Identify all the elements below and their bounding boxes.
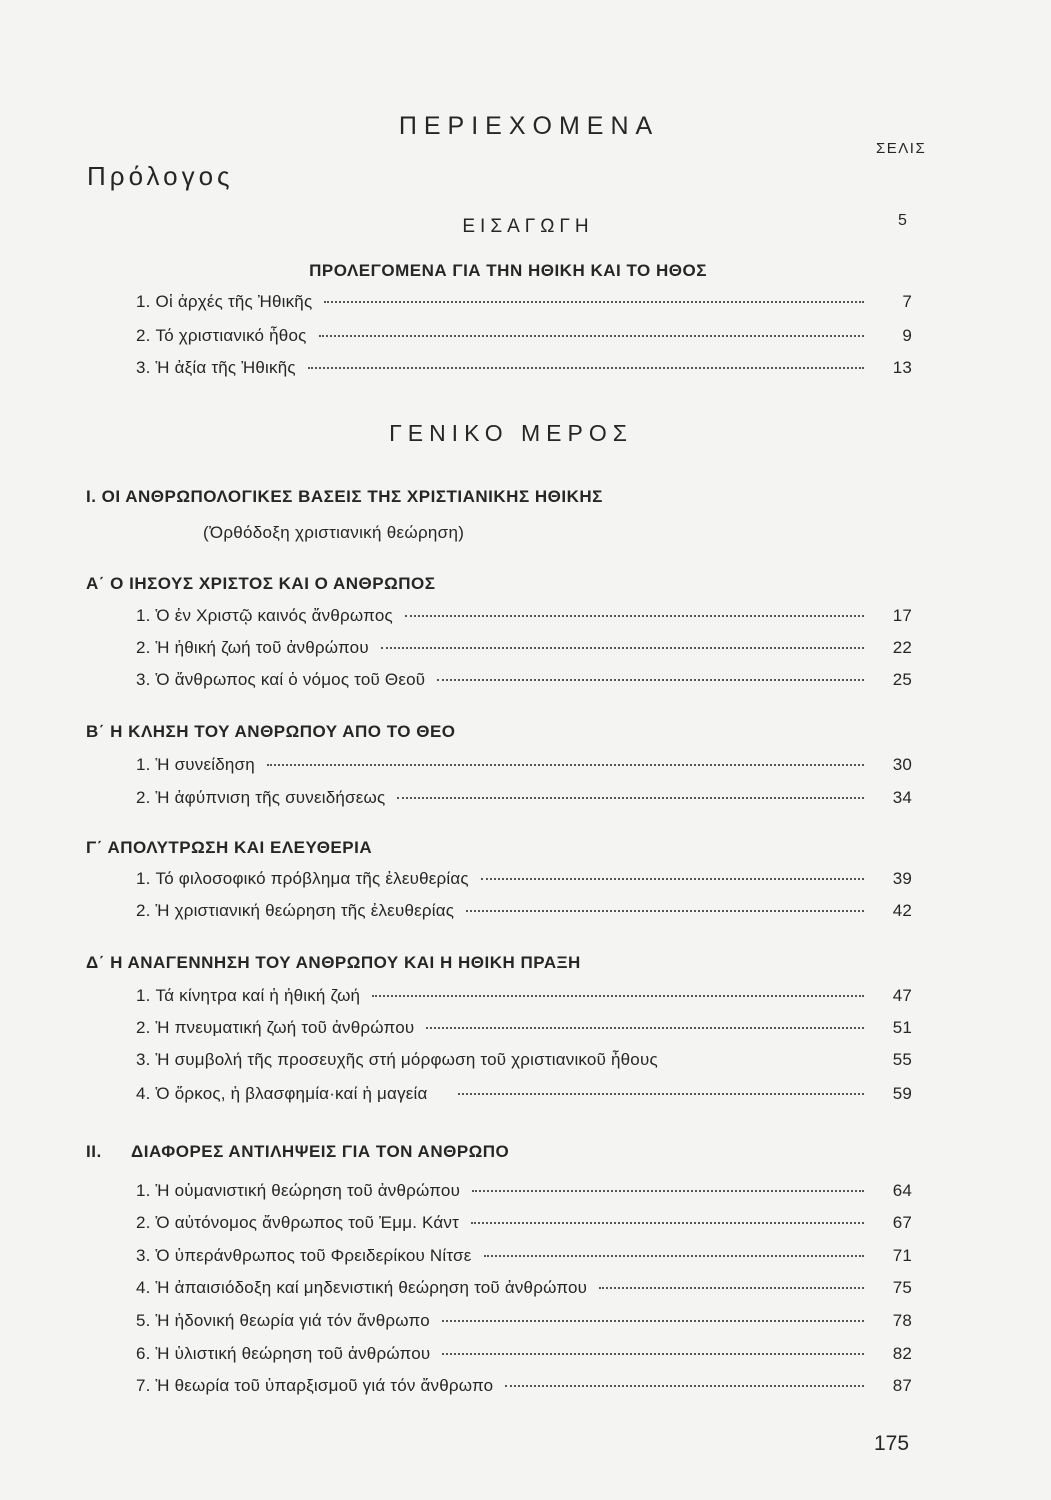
entry-title: Ἡ ἡδονική θεωρία γιά τόν ἄνθρωπο	[155, 1311, 430, 1330]
dot-leader	[381, 647, 864, 649]
entry-number: 1.	[136, 986, 151, 1005]
dot-leader	[599, 1287, 864, 1289]
entry-title: Ἡ συνείδηση	[155, 755, 255, 774]
part-one-heading: Ι. ΟΙ ΑΝΘΡΩΠΟΛΟΓΙΚΕΣ ΒΑΣΕΙΣ ΤΗΣ ΧΡΙΣΤΙΑΝΙΚΗΣ ΗΘΙΚΗΣ	[86, 487, 603, 506]
section-heading-c: Γ΄ ΑΠΟΛΥΤΡΩΣΗ ΚΑΙ ΕΛΕΥΘΕΡΙΑ	[86, 838, 373, 857]
toc-entry	[136, 638, 912, 664]
entry-number: 2.	[136, 638, 151, 657]
toc-entry	[136, 326, 912, 352]
entry-page: 13	[892, 358, 912, 377]
entry-title: Τό χριστιανικό ἦθος	[155, 326, 307, 345]
toc-entry	[136, 606, 912, 632]
toc-entry	[136, 755, 912, 781]
entry-title: Ὁ ἐν Χριστῷ καινός ἄνθρωπος	[155, 606, 393, 625]
toc-entry	[136, 1018, 912, 1044]
page-title: ΠΕΡΙΕΧΟΜΕΝΑ	[398, 112, 660, 140]
dot-leader	[481, 878, 864, 880]
section-heading-b: Β΄ Η ΚΛΗΣΗ ΤΟΥ ΑΝΘΡΩΠΟΥ ΑΠΟ ΤΟ ΘΕΟ	[86, 722, 456, 741]
entry-number: 4.	[136, 1278, 151, 1297]
toc-entry	[136, 1246, 912, 1272]
part-two-number: ΙΙ.	[86, 1142, 102, 1161]
dot-leader	[466, 910, 864, 912]
entry-page: 67	[892, 1213, 912, 1232]
entry-page: 42	[892, 901, 912, 920]
entry-page: 82	[892, 1344, 912, 1363]
entry-number: 4.	[136, 1084, 151, 1103]
toc-entry	[136, 1311, 912, 1337]
dot-leader	[319, 335, 865, 337]
entry-page: 25	[892, 670, 912, 689]
dot-leader	[471, 1222, 864, 1224]
toc-entry	[136, 670, 912, 696]
toc-entry	[136, 1181, 912, 1207]
entry-title: Τά κίνητρα καί ἡ ἠθική ζωή	[155, 986, 361, 1005]
entry-number: 5.	[136, 1311, 151, 1330]
entry-page: 87	[892, 1376, 912, 1395]
dot-leader	[397, 797, 864, 799]
toc-entry	[136, 1050, 912, 1076]
entry-page: 47	[892, 986, 912, 1005]
toc-entry	[136, 901, 912, 927]
entry-number: 1.	[136, 606, 151, 625]
entry-number: 1.	[136, 1181, 151, 1200]
entry-title: Ἡ ἀξία τῆς Ἠθικῆς	[155, 358, 296, 377]
dot-leader	[505, 1385, 864, 1387]
prologue-page-number: 5	[898, 212, 907, 229]
dot-leader	[458, 1093, 864, 1095]
toc-entry	[136, 869, 912, 895]
entry-title: Ἡ ἠθική ζωή τοῦ ἀνθρώπου	[155, 638, 369, 657]
dot-leader	[442, 1353, 864, 1355]
dot-leader	[324, 301, 864, 303]
toc-entry	[136, 788, 912, 814]
part-two-heading: ΔΙΑΦΟΡΕΣ ΑΝΤΙΛΗΨΕΙΣ ΓΙΑ ΤΟΝ ΑΝΘΡΩΠΟ	[131, 1142, 510, 1161]
entry-page: 9	[902, 326, 912, 345]
entry-page: 17	[892, 606, 912, 625]
entry-page: 51	[892, 1018, 912, 1037]
entry-number: 6.	[136, 1344, 151, 1363]
dot-leader	[372, 995, 864, 997]
entry-title: Οἱ ἀρχές τῆς Ἠθικῆς	[155, 292, 313, 311]
entry-number: 3.	[136, 358, 151, 377]
entry-title: Ὁ ἄνθρωπος καί ὁ νόμος τοῦ Θεοῦ	[155, 670, 426, 689]
entry-number: 2.	[136, 1018, 151, 1037]
entry-page: 34	[892, 788, 912, 807]
entry-title: Τό φιλοσοφικό πρόβλημα τῆς ἐλευθερίας	[155, 869, 469, 888]
dot-leader	[308, 367, 864, 369]
entry-title: Ἡ οὑμανιστική θεώρηση τοῦ ἀνθρώπου	[155, 1181, 461, 1200]
dot-leader	[426, 1027, 864, 1029]
dot-leader	[484, 1255, 864, 1257]
dot-leader	[442, 1320, 864, 1322]
entry-number: 1.	[136, 869, 151, 888]
entry-number: 2.	[136, 788, 151, 807]
entry-number: 1.	[136, 755, 151, 774]
entry-number: 2.	[136, 326, 151, 345]
entry-page: 71	[892, 1246, 912, 1265]
entry-title: Ἡ θεωρία τοῦ ὑπαρξισμοῦ γιά τόν ἄνθρωπο	[155, 1376, 494, 1395]
entry-page: 55	[892, 1050, 912, 1069]
general-part-title: ΓΕΝΙΚΟ ΜΕΡΟΣ	[389, 420, 633, 446]
entry-page: 75	[892, 1278, 912, 1297]
section-heading-d: Δ΄ Η ΑΝΑΓΕΝΝΗΣΗ ΤΟΥ ΑΝΘΡΩΠΟΥ ΚΑΙ Η ΗΘΙΚΗ ΠΡΑΞΗ	[86, 953, 581, 972]
entry-page: 30	[892, 755, 912, 774]
entry-title: Ἡ πνευματική ζωή τοῦ ἀνθρώπου	[155, 1018, 415, 1037]
entry-title: Ὁ αὐτόνομος ἄνθρωπος τοῦ Ἐμμ. Κάντ	[155, 1213, 460, 1232]
page-column-label: ΣΕΛΙΣ	[876, 140, 927, 157]
dot-leader	[405, 615, 864, 617]
entry-number: 3.	[136, 670, 151, 689]
dot-leader	[472, 1190, 864, 1192]
entry-title: Ἡ χριστιανική θεώρηση τῆς ἐλευθερίας	[155, 901, 455, 920]
toc-entry	[136, 1344, 912, 1370]
toc-entry	[136, 1213, 912, 1239]
toc-entry	[136, 1376, 912, 1402]
dot-leader	[437, 679, 864, 681]
entry-page: 78	[892, 1311, 912, 1330]
toc-entry	[136, 1084, 912, 1110]
entry-page: 39	[892, 869, 912, 888]
entry-number: 3.	[136, 1050, 151, 1069]
part-one-note: (Ὀρθόδοξη χριστιανική θεώρηση)	[203, 523, 465, 542]
entry-title: Ὁ ὅρκος, ἡ βλασφημία·καί ἡ μαγεία	[155, 1084, 428, 1103]
entry-title: Ἡ ἀφύπνιση τῆς συνειδήσεως	[155, 788, 386, 807]
entry-page: 59	[892, 1084, 912, 1103]
prologue-label: Πρόλογος	[87, 161, 234, 191]
entry-title: Ἡ ὑλιστική θεώρηση τοῦ ἀνθρώπου	[155, 1344, 431, 1363]
entry-title: Ἡ συμβολή τῆς προσευχῆς στή μόρφωση τοῦ χριστιανικοῦ ἦθους	[155, 1050, 658, 1069]
page-number: 175	[874, 1432, 910, 1455]
entry-number: 3.	[136, 1246, 151, 1265]
entry-title: Ἡ ἀπαισιόδοξη καί μηδενιστική θεώρηση τοῦ ἀνθρώπου	[155, 1278, 588, 1297]
entry-title: Ὁ ὑπεράνθρωπος τοῦ Φρειδερίκου Νίτσε	[155, 1246, 472, 1265]
entry-number: 2.	[136, 901, 151, 920]
entry-page: 22	[892, 638, 912, 657]
entry-number: 1.	[136, 292, 151, 311]
entry-page: 64	[892, 1181, 912, 1200]
entry-number: 2.	[136, 1213, 151, 1232]
dot-leader	[267, 764, 864, 766]
toc-entry	[136, 1278, 912, 1304]
intro-title: ΕΙΣΑΓΩΓΗ	[462, 216, 594, 237]
toc-entry	[136, 986, 912, 1012]
intro-heading: ΠΡΟΛΕΓΟΜΕΝΑ ΓΙΑ ΤΗΝ ΗΘΙΚΗ ΚΑΙ ΤΟ ΗΘΟΣ	[309, 261, 707, 280]
entry-page: 7	[902, 292, 912, 311]
section-heading-a: Α΄ Ο ΙΗΣΟΥΣ ΧΡΙΣΤΟΣ ΚΑΙ Ο ΑΝΘΡΩΠΟΣ	[86, 574, 436, 593]
entry-number: 7.	[136, 1376, 151, 1395]
toc-entry	[136, 292, 912, 318]
toc-entry	[136, 358, 912, 384]
